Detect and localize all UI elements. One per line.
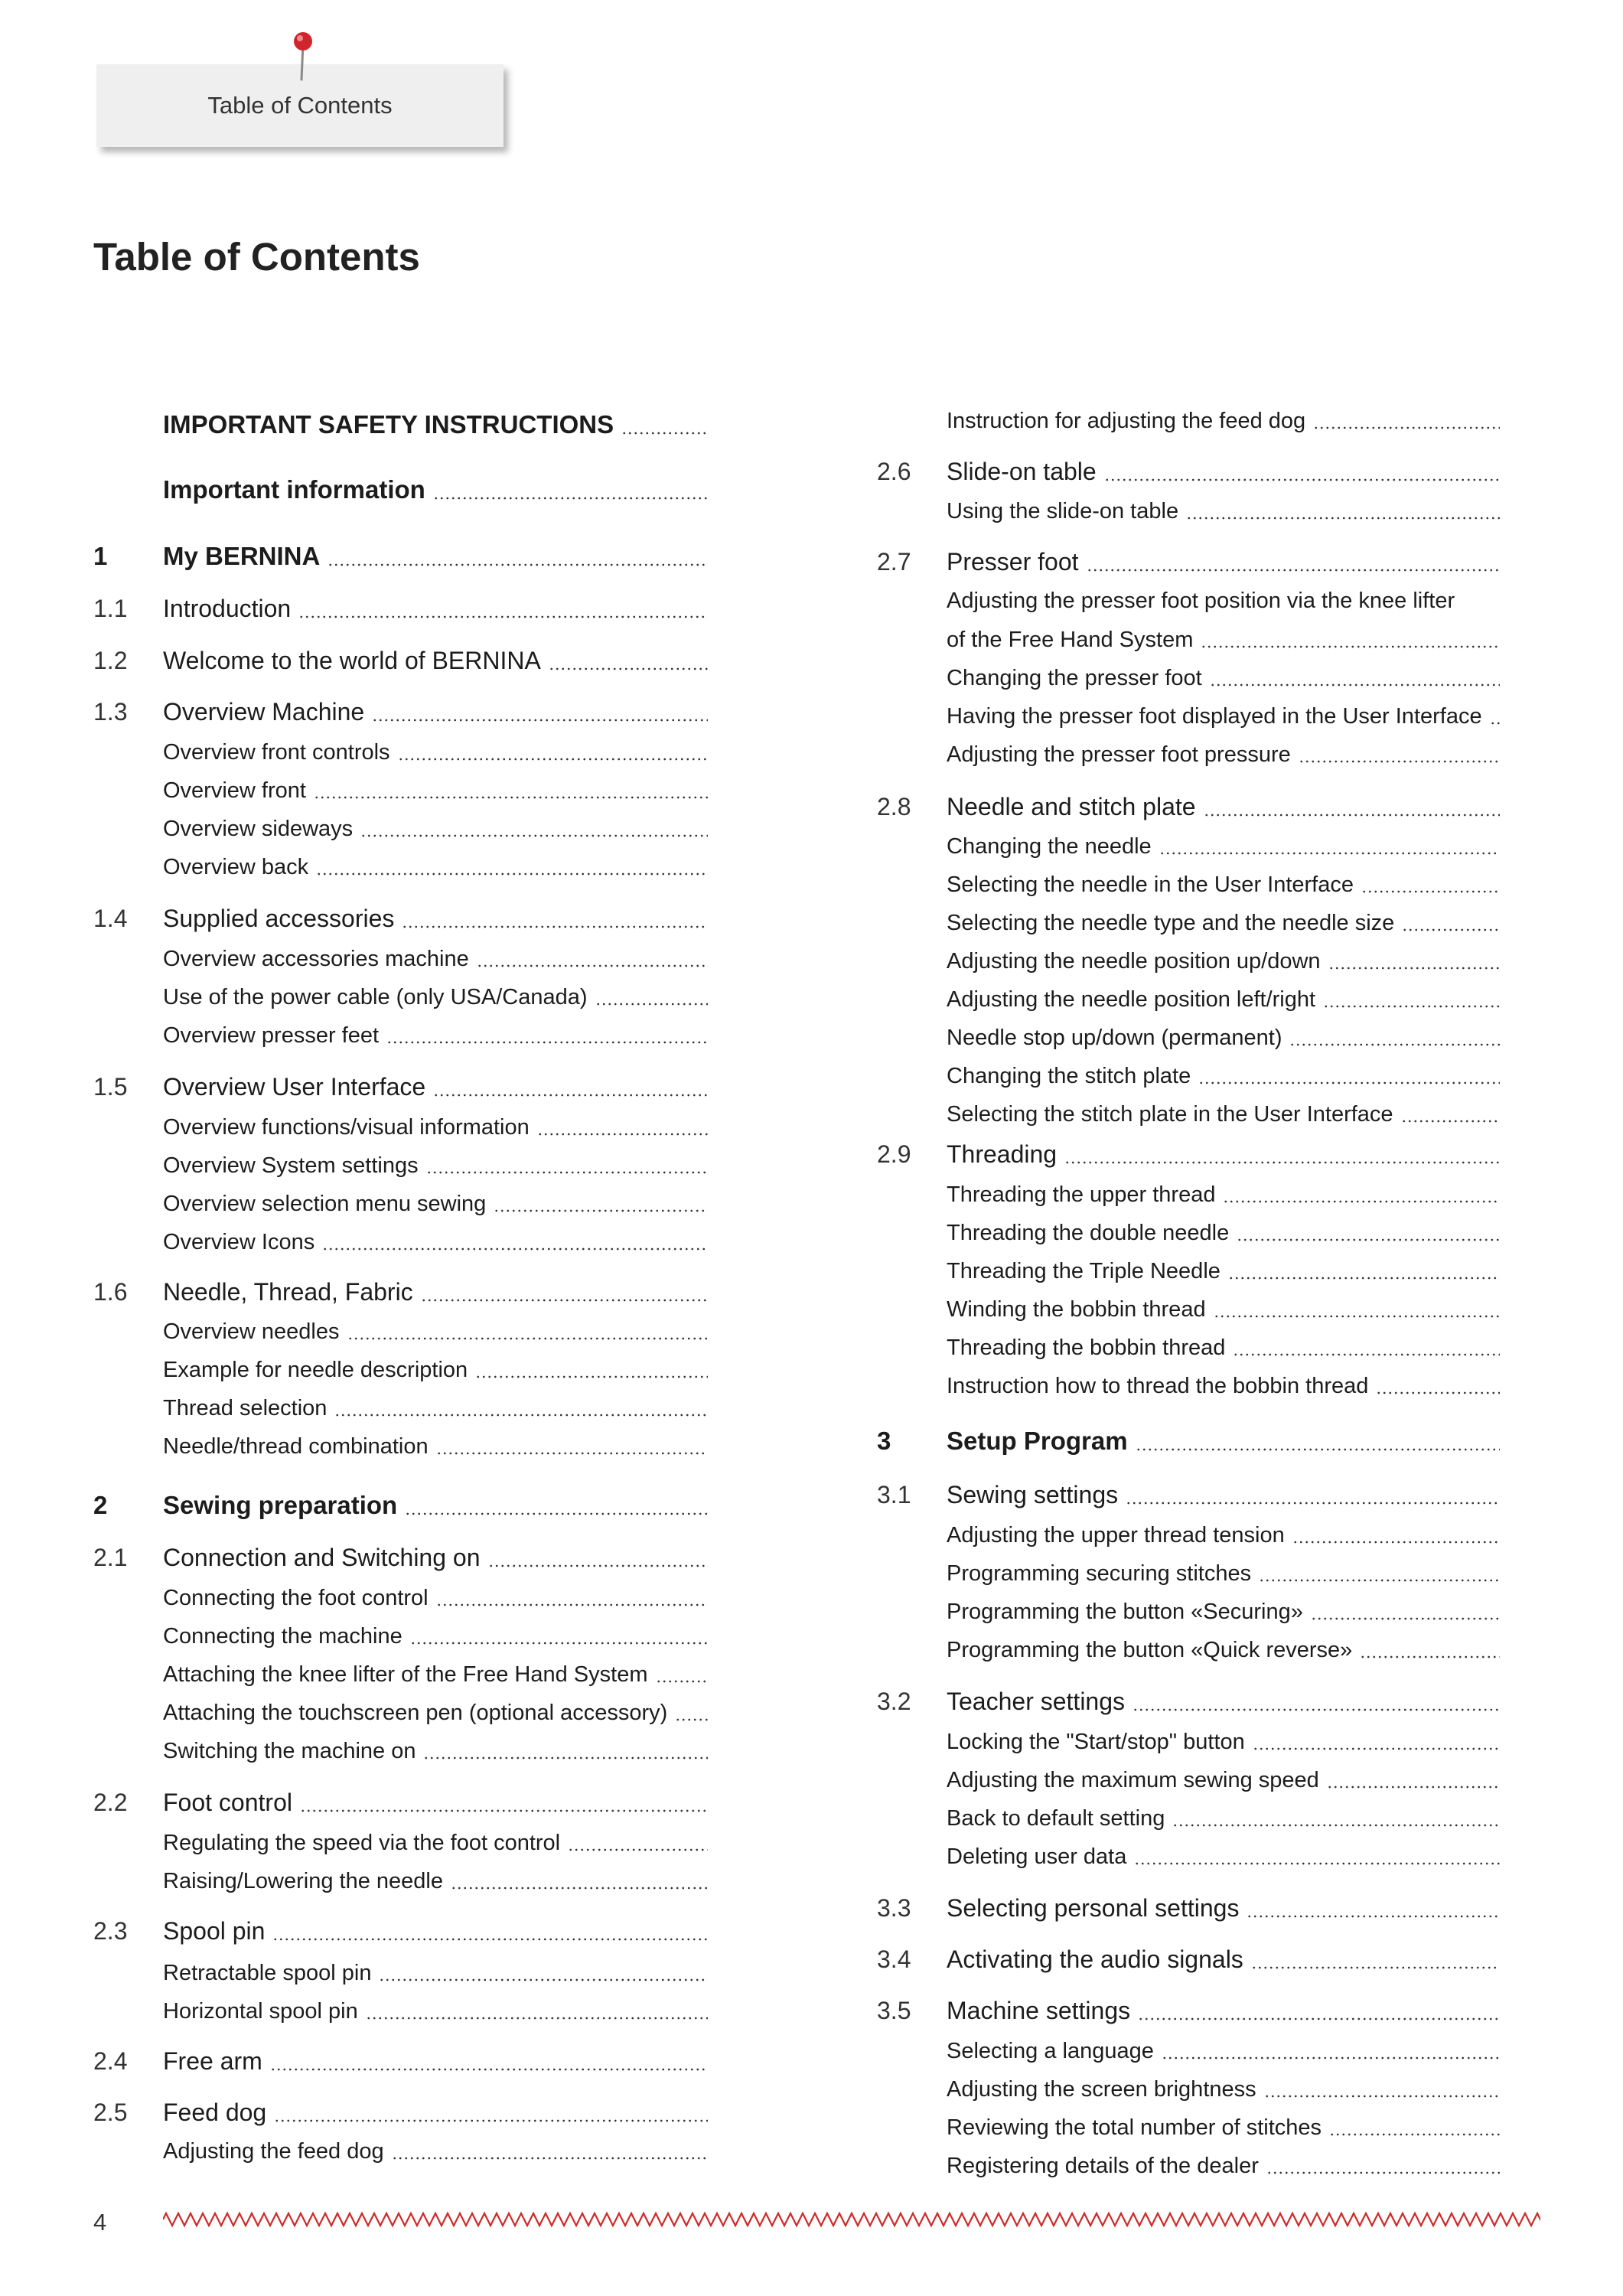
- toc-entry-title: Machine settings: [947, 1997, 1131, 2024]
- toc-dot-leader: [433, 496, 708, 501]
- toc-entry-number: 2.2: [93, 1789, 128, 1816]
- toc-dot-leader: [1201, 644, 1500, 649]
- toc-dot-leader: [1313, 426, 1500, 430]
- toc-entry-title: Overview System settings: [163, 1153, 419, 1178]
- toc-dot-leader: [405, 1512, 708, 1516]
- toc-entry-number: 1.2: [93, 647, 128, 674]
- toc-dot-leader: [475, 1375, 708, 1379]
- toc-entry-title: Needle stop up/down (permanent): [947, 1026, 1282, 1050]
- toc-entry-number: 2.3: [93, 1917, 128, 1945]
- toc-entry-title: Registering details of the dealer: [947, 2154, 1259, 2178]
- toc-dot-leader: [537, 1132, 708, 1137]
- toc-dot-leader: [1228, 1276, 1500, 1280]
- toc-dot-leader: [386, 1040, 708, 1045]
- toc-dot-leader: [372, 718, 708, 722]
- toc-entry-title: Overview front controls: [163, 740, 390, 765]
- toc-entry-title: Selecting a language: [947, 2039, 1154, 2063]
- toc-entry-title: of the Free Hand System: [947, 628, 1194, 652]
- toc-dot-leader: [360, 833, 708, 838]
- toc-entry-title: Back to default setting: [947, 1806, 1165, 1831]
- toc-dot-leader: [488, 1564, 708, 1568]
- toc-entry-title: Activating the audio signals: [947, 1945, 1243, 1973]
- toc-entry-title: Overview Icons: [163, 1230, 315, 1254]
- toc-dot-leader: [1136, 1447, 1500, 1452]
- toc-dot-leader: [1186, 516, 1500, 520]
- toc-dot-leader: [1087, 568, 1500, 572]
- toc-dot-leader: [1064, 1160, 1500, 1165]
- toc-entry-title: Using the slide-on table: [947, 499, 1179, 523]
- toc-entry-title: Slide-on table: [947, 458, 1097, 485]
- toc-dot-leader: [1172, 1823, 1500, 1828]
- toc-entry-title: Threading the bobbin thread: [947, 1336, 1226, 1360]
- toc-dot-leader: [298, 615, 708, 619]
- toc-dot-leader: [1402, 928, 1500, 932]
- toc-entry-title: Overview presser feet: [163, 1023, 380, 1048]
- toc-entry-number: 1.4: [93, 905, 128, 932]
- decorative-stitch-border: [163, 2210, 1540, 2229]
- toc-dot-leader: [1323, 1004, 1500, 1009]
- toc-dot-leader: [1490, 721, 1500, 726]
- toc-dot-leader: [1223, 1199, 1500, 1204]
- toc-entry-number: 3.1: [877, 1481, 911, 1508]
- toc-dot-leader: [1251, 1965, 1500, 1970]
- toc-dot-leader: [1327, 1785, 1500, 1789]
- toc-entry-title: Horizontal spool pin: [163, 1999, 358, 2024]
- toc-entry-title: Regulating the speed via the foot control: [163, 1831, 561, 1855]
- toc-entry-title: Needle and stitch plate: [947, 793, 1196, 820]
- toc-dot-leader: [1311, 1616, 1500, 1621]
- toc-entry-number: 2.1: [93, 1544, 128, 1571]
- toc-entry-title: My BERNINA: [163, 542, 321, 570]
- toc-dot-leader: [366, 2016, 708, 2020]
- toc-dot-leader: [423, 1756, 708, 1760]
- toc-entry-number: 1.1: [93, 595, 128, 622]
- toc-entry-title: Locking the "Start/stop" button: [947, 1730, 1245, 1754]
- toc-entry-title: Needle/thread combination: [163, 1434, 429, 1459]
- toc-dot-leader: [1204, 813, 1500, 817]
- toc-dot-leader: [1266, 2170, 1500, 2175]
- toc-entry-title: Changing the stitch plate: [947, 1064, 1191, 1088]
- toc-dot-leader: [477, 964, 708, 968]
- toc-entry-title: Selecting personal settings: [947, 1894, 1240, 1922]
- toc-entry-title: Attaching the knee lifter of the Free Hand System: [163, 1662, 648, 1687]
- toc-entry-title: Supplied accessories: [163, 905, 395, 932]
- toc-dot-leader: [675, 1717, 708, 1722]
- toc-entry-title: Programming the button «Quick reverse»: [947, 1638, 1353, 1662]
- toc-entry-title: Overview needles: [163, 1319, 340, 1344]
- toc-entry-title: Sewing settings: [947, 1481, 1119, 1508]
- toc-entry-title: Introduction: [163, 595, 292, 622]
- toc-entry-title: Thread selection: [163, 1396, 328, 1420]
- toc-entry-title: Changing the presser foot: [947, 666, 1202, 690]
- toc-entry-number: 3.4: [877, 1945, 911, 1973]
- toc-dot-leader: [1401, 1119, 1500, 1124]
- toc-dot-leader: [270, 2067, 708, 2072]
- toc-dot-leader: [272, 1937, 708, 1942]
- toc-dot-leader: [410, 1641, 708, 1645]
- toc-entry-title: Having the presser foot displayed in the User Interface: [947, 704, 1482, 729]
- toc-dot-leader: [549, 667, 708, 671]
- toc-entry-title: Switching the machine on: [163, 1739, 416, 1763]
- toc-entry-number: 2.7: [877, 548, 911, 576]
- toc-entry-title: Adjusting the screen brightness: [947, 2077, 1256, 2102]
- toc-entry-title: Welcome to the world of BERNINA: [163, 647, 541, 674]
- toc-entry-title: Sewing preparation: [163, 1491, 398, 1519]
- toc-dot-leader: [1361, 889, 1500, 894]
- toc-entry-title: Attaching the touchscreen pen (optional accessory): [163, 1701, 668, 1725]
- toc-dot-leader: [436, 1603, 708, 1607]
- toc-dot-leader: [1126, 1501, 1500, 1505]
- toc-entry-number: 2.8: [877, 793, 911, 820]
- toc-dot-leader: [656, 1679, 708, 1684]
- toc-entry-title: Programming the button «Securing»: [947, 1600, 1303, 1624]
- toc-entry-number: 1.5: [93, 1073, 128, 1101]
- toc-dot-leader: [1138, 2017, 1500, 2021]
- toc-entry-title: Overview back: [163, 855, 309, 879]
- toc-entry-title: Free arm: [163, 2047, 262, 2075]
- toc-dot-leader: [433, 1093, 708, 1097]
- toc-entry-title: Connecting the machine: [163, 1624, 402, 1649]
- toc-dot-leader: [494, 1208, 708, 1213]
- toc-dot-leader: [300, 1808, 708, 1813]
- toc-entry-title: Overview functions/visual information: [163, 1115, 530, 1140]
- toc-dot-leader: [392, 2156, 708, 2161]
- toc-entry-title: Selecting the stitch plate in the User Interface: [947, 1102, 1393, 1127]
- toc-entry-title: Feed dog: [163, 2099, 267, 2126]
- page-number: 4: [93, 2209, 107, 2236]
- toc-dot-leader: [322, 1247, 708, 1251]
- toc-entry-number: 2.6: [877, 458, 911, 485]
- toc-entry-title: Instruction how to thread the bobbin thread: [947, 1374, 1369, 1398]
- toc-entry-title: Adjusting the feed dog: [163, 2139, 384, 2164]
- toc-entry-number: 1.3: [93, 698, 128, 726]
- toc-dot-leader: [1328, 966, 1500, 970]
- toc-dot-leader: [1264, 2094, 1500, 2099]
- toc-dot-leader: [402, 925, 708, 929]
- toc-entry-title: Threading the double needle: [947, 1221, 1230, 1245]
- toc-dot-leader: [1289, 1042, 1500, 1047]
- toc-dot-leader: [1247, 1914, 1500, 1919]
- header-tab-label: Table of Contents: [207, 92, 393, 119]
- toc-dot-leader: [314, 795, 708, 800]
- toc-entry-number: 2: [93, 1491, 108, 1519]
- toc-entry-title: Adjusting the maximum sewing speed: [947, 1768, 1319, 1792]
- toc-entry-title: Adjusting the presser foot position via the knee lifter: [947, 589, 1455, 613]
- toc-dot-leader: [1134, 1861, 1500, 1866]
- toc-entry-title: Instruction for adjusting the feed dog: [947, 409, 1306, 433]
- toc-dot-leader: [379, 1978, 708, 1982]
- toc-entry-title: Spool pin: [163, 1917, 266, 1945]
- toc-dot-leader: [328, 563, 708, 567]
- toc-entry-title: Connecting the foot control: [163, 1586, 429, 1610]
- toc-dot-leader: [1299, 759, 1500, 764]
- toc-entry-title: Raising/Lowering the needle: [163, 1869, 443, 1893]
- toc-dot-leader: [1104, 478, 1500, 482]
- toc-entry-title: Programming securing stitches: [947, 1561, 1252, 1586]
- toc-entry-title: Threading the Triple Needle: [947, 1259, 1221, 1283]
- toc-dot-leader: [1376, 1391, 1500, 1395]
- toc-entry-title: Selecting the needle in the User Interface: [947, 872, 1354, 897]
- toc-entry-number: 3.3: [877, 1894, 911, 1922]
- toc-entry-number: 3.5: [877, 1997, 911, 2024]
- toc-entry-title: Overview selection menu sewing: [163, 1192, 487, 1216]
- toc-dot-leader: [595, 1002, 708, 1006]
- toc-dot-leader: [1198, 1081, 1500, 1085]
- toc-entry-title: Changing the needle: [947, 834, 1152, 859]
- toc-entry-title: Foot control: [163, 1789, 292, 1816]
- toc-dot-leader: [1162, 2056, 1500, 2060]
- toc-dot-leader: [1259, 1578, 1500, 1583]
- toc-entry-title: Reviewing the total number of stitches: [947, 2115, 1322, 2140]
- toc-entry-title: Overview accessories machine: [163, 947, 469, 971]
- toc-entry-title: Presser foot: [947, 548, 1079, 576]
- toc-entry-number: 2.4: [93, 2047, 128, 2075]
- toc-entry-number: 3: [877, 1427, 891, 1455]
- toc-dot-leader: [1292, 1540, 1500, 1544]
- toc-dot-leader: [1133, 1707, 1500, 1712]
- toc-entry-title: Use of the power cable (only USA/Canada): [163, 985, 588, 1009]
- toc-entry-title: Adjusting the needle position left/right: [947, 987, 1316, 1012]
- toc-dot-leader: [1214, 1314, 1500, 1319]
- toc-dot-leader: [334, 1413, 708, 1417]
- toc-entry-number: 3.2: [877, 1688, 911, 1715]
- toc-entry-number: 2.9: [877, 1140, 911, 1168]
- toc-dot-leader: [1360, 1655, 1500, 1659]
- toc-entry-number: 1.6: [93, 1278, 128, 1306]
- toc-dot-leader: [1253, 1746, 1500, 1751]
- toc-entry-title: Overview User Interface: [163, 1073, 426, 1101]
- toc-dot-leader: [398, 757, 708, 762]
- toc-entry-title: Setup Program: [947, 1427, 1128, 1455]
- toc-dot-leader: [316, 872, 708, 876]
- toc-dot-leader: [274, 2118, 708, 2123]
- toc-dot-leader: [451, 1886, 708, 1890]
- toc-entry-title: Connection and Switching on: [163, 1544, 481, 1571]
- toc-entry-title: Deleting user data: [947, 1844, 1127, 1869]
- toc-entry-title: Adjusting the needle position up/down: [947, 949, 1321, 974]
- toc-dot-leader: [568, 1848, 708, 1852]
- toc-entry-title: Threading the upper thread: [947, 1182, 1216, 1207]
- toc-entry-title: Teacher settings: [947, 1688, 1126, 1715]
- toc-entry-title: Selecting the needle type and the needle size: [947, 911, 1395, 935]
- toc-dot-leader: [1233, 1352, 1500, 1357]
- toc-dot-leader: [426, 1170, 708, 1175]
- toc-dot-leader: [347, 1336, 708, 1341]
- pushpin-icon: [288, 29, 318, 83]
- toc-entry-title: Overview front: [163, 778, 306, 803]
- page-title: Table of Contents: [93, 235, 420, 279]
- toc-entry-title: Example for needle description: [163, 1358, 468, 1382]
- toc-entry-title: IMPORTANT SAFETY INSTRUCTIONS: [163, 410, 614, 439]
- toc-entry-title: Overview sideways: [163, 817, 354, 841]
- toc-entry-title: Overview Machine: [163, 698, 365, 726]
- toc-dot-leader: [1329, 2132, 1500, 2137]
- toc-entry-title: Retractable spool pin: [163, 1961, 372, 1985]
- toc-dot-leader: [421, 1298, 708, 1303]
- toc-dot-leader: [621, 431, 708, 435]
- toc-entry-title: Threading: [947, 1140, 1058, 1168]
- toc-entry-number: 2.5: [93, 2099, 128, 2126]
- toc-entry-title: Important information: [163, 475, 425, 504]
- toc-dot-leader: [436, 1451, 708, 1456]
- toc-dot-leader: [1237, 1238, 1500, 1242]
- toc-entry-number: 1: [93, 542, 108, 570]
- toc-dot-leader: [1210, 683, 1500, 687]
- toc-dot-leader: [1159, 851, 1500, 856]
- toc-entry-title: Winding the bobbin thread: [947, 1297, 1206, 1322]
- toc-entry-title: Adjusting the upper thread tension: [947, 1523, 1285, 1548]
- toc-entry-title: Adjusting the presser foot pressure: [947, 742, 1291, 767]
- toc-entry-title: Needle, Thread, Fabric: [163, 1278, 413, 1306]
